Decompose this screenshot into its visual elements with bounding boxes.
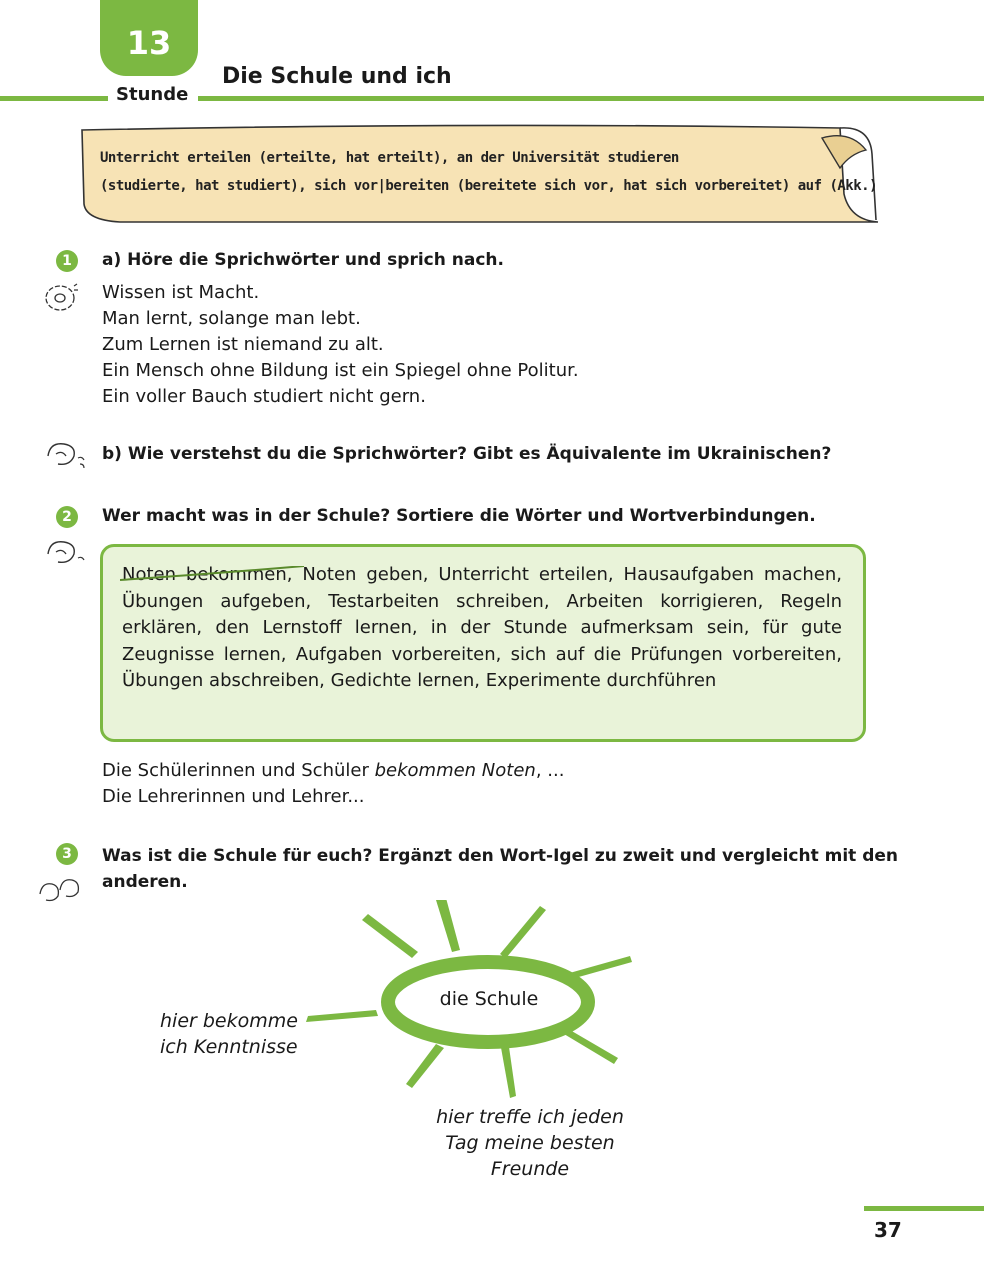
task-1-number: 1 (56, 250, 78, 272)
writing-icon (44, 536, 90, 568)
audio-cd-icon (40, 280, 80, 316)
proverb-4: Ein Mensch ohne Bildung ist ein Spiegel ohne Politur. (102, 360, 579, 381)
word-box-text (122, 562, 842, 695)
proverb-1: Wissen ist Macht. (102, 282, 260, 303)
vocab-scroll (80, 124, 880, 224)
lesson-number: 13 (126, 24, 172, 62)
header-rule-right (198, 96, 984, 101)
hedgehog-center-label: die Schule (439, 988, 539, 1010)
task-1b-instruction: b) Wie verstehst du die Sprichwörter? Gibt es Äquivalente im Ukrainischen? (102, 444, 832, 464)
speaking-icon (44, 438, 90, 470)
task-3-number: 3 (56, 843, 78, 865)
hedgehog-bottom-label: hier treffe ich jeden Tag meine besten Freunde (436, 1106, 624, 1180)
task-1a-instruction: a) Höre die Sprichwörter und sprich nach. (102, 250, 504, 270)
proverb-2: Man lernt, solange man lebt. (102, 308, 361, 329)
word-list: , Noten geben, Unterricht erteilen, Hausaufgaben machen, Übungen aufgeben, Testarbeiten schreiben, Arbeiten korrigieren, Regeln erklären, den Lernstoff lernen, in der Stunde aufmerksam sein, für gute Zeugnisse lernen, Aufgaben vorbereiten, sich auf die Prüfungen vorbereiten, Übungen abschreiben, Gedichte lernen, Experimente durchführen (122, 564, 843, 691)
task-3-instruction: Was ist die Schule für euch? Ergänzt den Wort-Igel zu zweit und vergleicht mit den anderen. (102, 846, 899, 892)
strike-mark (120, 566, 306, 584)
example-line-2: Die Lehrerinnen und Lehrer... (102, 786, 365, 807)
page-title: Die Schule und ich (222, 64, 452, 89)
proverb-5: Ein voller Bauch studiert nicht gern. (102, 386, 426, 407)
example-line-1: Die Schülerinnen und Schüler bekommen Noten, ... (102, 760, 565, 781)
vocab-line-2: (studierte, hat studiert), sich vor|bereiten (bereitete sich vor, hat sich vorbereitet) auf (Akk.) (100, 178, 878, 194)
proverb-list (102, 280, 579, 410)
proverb-3: Zum Lernen ist niemand zu alt. (102, 334, 384, 355)
lesson-label: Stunde (116, 84, 189, 105)
task-2-instruction: Wer macht was in der Schule? Sortiere die Wörter und Wortverbindungen. (102, 506, 816, 526)
footer-rule (864, 1206, 984, 1211)
pair-work-icon (38, 876, 84, 906)
hedgehog-left-label: hier bekomme ich Kenntnisse (160, 1010, 298, 1058)
header-rule-left (0, 96, 108, 101)
vocab-line-1: Unterricht erteilen (erteilte, hat erteilt), an der Universität studieren (100, 150, 679, 166)
page-number: 37 (874, 1218, 902, 1242)
struck-phrase: Noten bekommen (122, 564, 287, 585)
task-2-number: 2 (56, 506, 78, 528)
